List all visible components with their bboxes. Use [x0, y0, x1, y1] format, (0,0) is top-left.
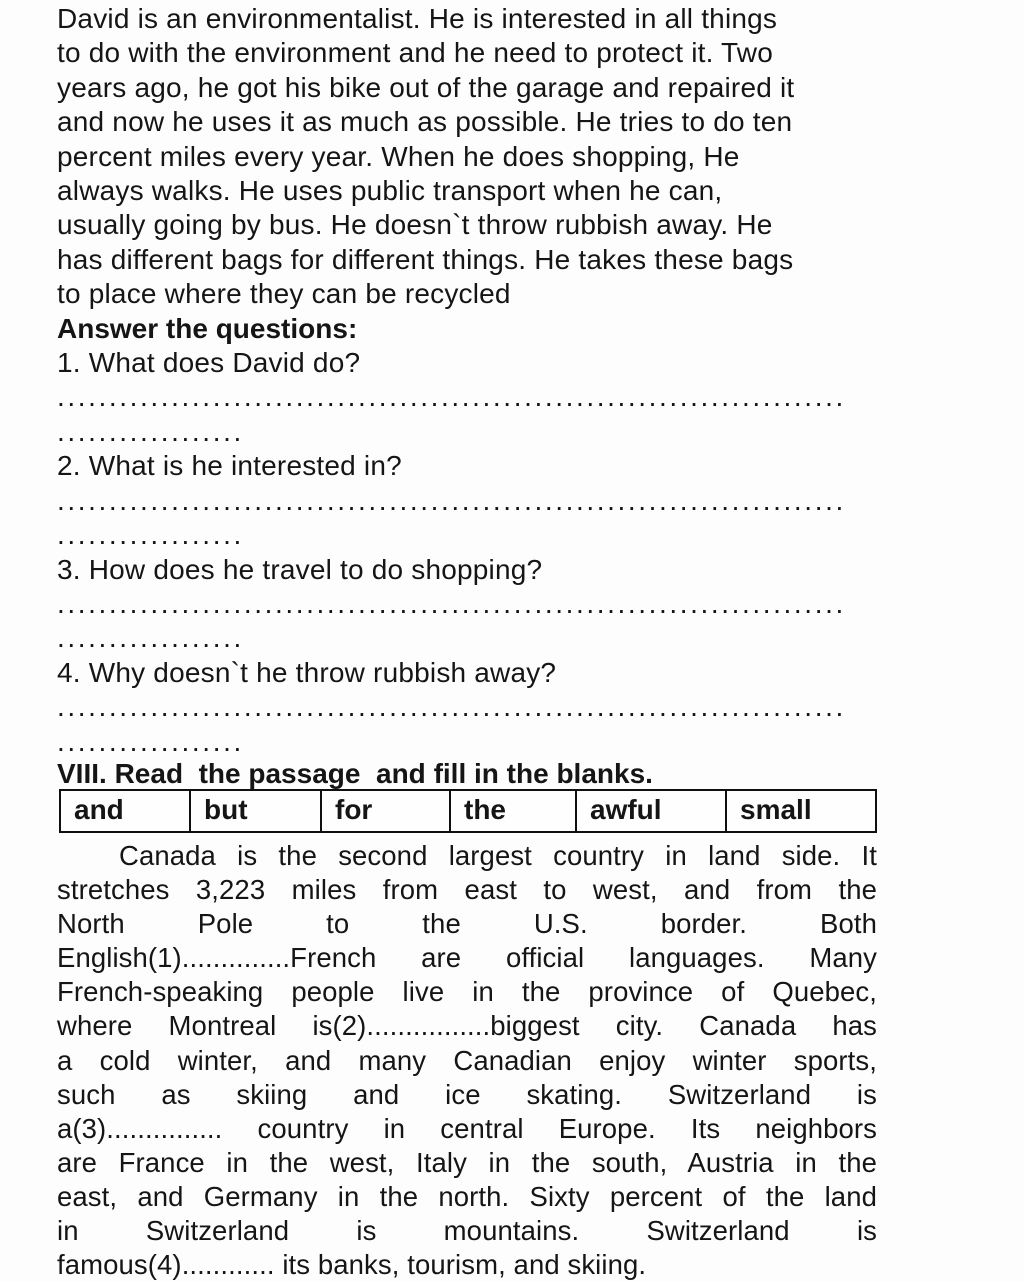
word-bank-cell: for	[321, 790, 450, 832]
answer-blank-line: ..................	[57, 622, 244, 654]
passage-line: years ago, he got his bike out of the garage and repaired it	[57, 71, 795, 103]
cloze-line: a cold winter, and many Canadian enjoy winter sports,	[57, 1044, 877, 1076]
cloze-line: in Switzerland is mountains. Switzerland is	[57, 1214, 877, 1246]
reading-passage	[57, 2, 957, 312]
cloze-line: are France in the west, Italy in the south, Austria in the	[57, 1146, 877, 1178]
passage-line: usually going by bus. He doesn`t throw rubbish away. He	[57, 209, 773, 241]
passage-line: and now he uses it as much as possible. He tries to do ten	[57, 106, 793, 138]
cloze-line: a(3)............... country in central Europe. Its neighbors	[57, 1112, 877, 1144]
question-text: 4. Why doesn`t he throw rubbish away?	[57, 656, 557, 688]
cloze-line: east, and Germany in the north. Sixty percent of the land	[57, 1180, 877, 1212]
question-text: 2. What is he interested in?	[57, 450, 402, 482]
word-bank-table	[59, 789, 877, 833]
cloze-line: French-speaking people live in the province of Quebec,	[57, 976, 877, 1008]
questions-heading: Answer the questions:	[57, 312, 358, 344]
answer-blank-line: ............................................................................	[57, 484, 846, 516]
passage-line: to do with the environment and he need to protect it. Two	[57, 37, 773, 69]
answer-blank-line: ............................................................................	[57, 381, 846, 413]
questions-section	[57, 312, 957, 759]
passage-line: always walks. He uses public transport when he can,	[57, 175, 723, 207]
cloze-line: where Montreal is(2)................biggest city. Canada has	[57, 1010, 877, 1042]
question-block	[57, 656, 957, 759]
answer-blank-line: ..................	[57, 725, 244, 757]
fill-in-blanks-section	[57, 759, 957, 1282]
answer-blank-line: ............................................................................	[57, 691, 846, 723]
cloze-line: North Pole to the U.S. border. Both	[57, 908, 877, 940]
passage-line: David is an environmentalist. He is interested in all things	[57, 3, 778, 34]
cloze-line: stretches 3,223 miles from east to west, and from the	[57, 874, 877, 906]
cloze-line: famous(4)............ its banks, tourism, and skiing.	[57, 1249, 647, 1281]
worksheet-page	[57, 2, 957, 1282]
word-bank-row	[60, 790, 876, 832]
answer-blank-line: ..................	[57, 415, 244, 447]
cloze-line: Canada is the second largest country in land side. It	[119, 839, 877, 871]
word-bank-cell: but	[190, 790, 321, 832]
question-block	[57, 553, 957, 656]
answer-blank-line: ..................	[57, 519, 244, 551]
cloze-line: English(1)..............French are official languages. Many	[57, 942, 877, 974]
question-text: 1. What does David do?	[57, 347, 361, 379]
word-bank-cell: the	[450, 790, 576, 832]
question-block	[57, 449, 957, 552]
cloze-line: such as skiing and ice skating. Switzerland is	[57, 1078, 877, 1110]
passage-line: to place where they can be recycled	[57, 278, 511, 310]
cloze-passage	[57, 839, 877, 1282]
passage-line: has different bags for different things. He takes these bags	[57, 243, 794, 275]
fill-blanks-heading: VIII. Read the passage and fill in the blanks.	[57, 757, 653, 789]
word-bank-cell: awful	[576, 790, 726, 832]
question-block	[57, 346, 957, 449]
word-bank-cell: small	[726, 790, 876, 832]
word-bank-cell: and	[60, 790, 190, 832]
passage-line: percent miles every year. When he does shopping, He	[57, 140, 740, 172]
answer-blank-line: ............................................................................	[57, 587, 846, 619]
question-text: 3. How does he travel to do shopping?	[57, 553, 543, 585]
